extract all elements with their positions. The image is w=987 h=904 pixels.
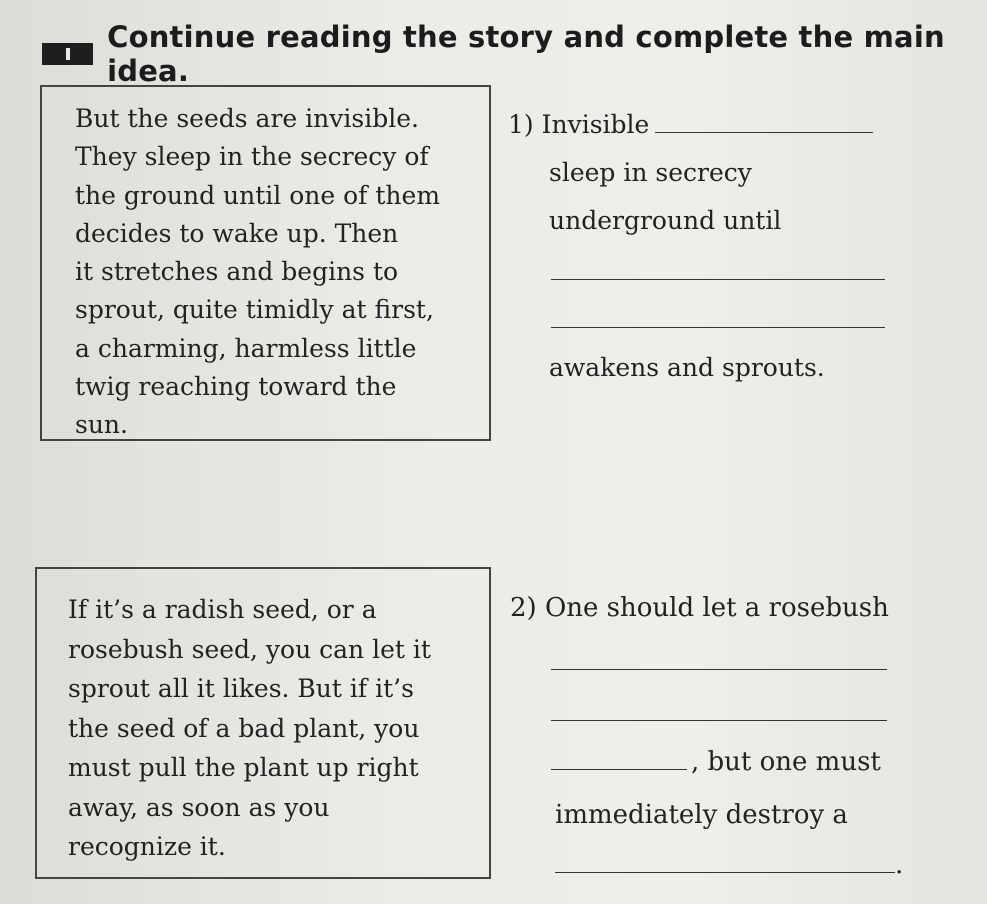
- passage-line: decides to wake up. Then: [75, 218, 399, 248]
- passage-box-1: [40, 85, 491, 441]
- question-2-period: .: [895, 850, 904, 880]
- exercise-title: Continue reading the story and complete the main idea.: [107, 20, 945, 88]
- question-2-line-2: [551, 747, 881, 777]
- passage-line: it stretches and begins to: [75, 257, 399, 287]
- passage-line: rosebush seed, you can let it: [68, 634, 431, 664]
- answer-blank[interactable]: [551, 669, 887, 670]
- exercise-number-badge: [42, 43, 93, 65]
- question-2-line-1: [510, 593, 889, 623]
- question-1-number: 1): [508, 110, 534, 139]
- passage-line: the ground until one of them: [75, 180, 441, 210]
- exercise-header: [42, 20, 987, 88]
- answer-blank[interactable]: [551, 720, 887, 721]
- question-2-number: 2): [510, 593, 537, 623]
- passage-line: recognize it.: [68, 832, 226, 861]
- question-2-text: One should let a rosebush: [544, 593, 889, 623]
- passage-line: If it’s a radish seed, or a: [68, 595, 377, 624]
- passage-line: twig reaching toward the: [75, 372, 397, 402]
- answer-blank[interactable]: [551, 279, 885, 280]
- passage-line: sprout, quite timidly at first,: [75, 295, 434, 325]
- question-1-line-4: awakens and sprouts.: [549, 353, 825, 382]
- passage-line: a charming, harmless little: [75, 333, 417, 363]
- passage-text-2: [68, 590, 431, 867]
- passage-line: But the seeds are invisible.: [75, 104, 419, 133]
- answer-blank[interactable]: [551, 768, 687, 770]
- passage-line: must pull the plant up right: [68, 753, 419, 782]
- question-2-text-2: , but one must: [691, 747, 881, 777]
- passage-line: sprout all it likes. But if it’s: [68, 674, 414, 703]
- passage-text-1: [75, 100, 440, 445]
- question-1-text: Invisible: [541, 110, 650, 139]
- question-1-line-2: sleep in secrecy: [549, 158, 752, 187]
- passage-box-2: [35, 567, 491, 879]
- answer-blank[interactable]: [655, 131, 873, 133]
- passage-line: the seed of a bad plant, you: [68, 713, 420, 743]
- answer-blank[interactable]: [551, 327, 885, 328]
- question-2-line-4: [555, 850, 903, 880]
- passage-line: away, as soon as you: [68, 792, 330, 822]
- answer-blank[interactable]: [555, 871, 895, 873]
- passage-line: They sleep in the secrecy of: [75, 142, 429, 172]
- passage-line: sun.: [75, 410, 128, 440]
- question-1-line-1: [508, 110, 873, 139]
- question-2-line-3: immediately destroy a: [555, 800, 848, 830]
- question-1-line-3: underground until: [549, 206, 782, 235]
